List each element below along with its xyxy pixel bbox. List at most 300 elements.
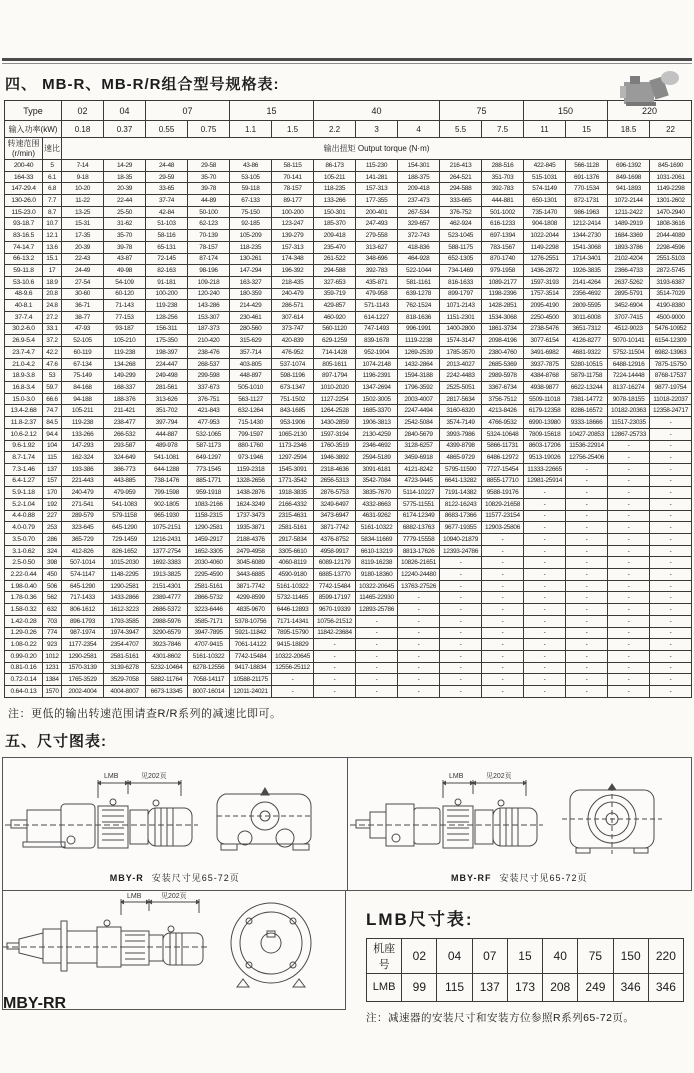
torque-cell: - <box>566 592 608 604</box>
speed-range-cell: 66-13.2 <box>5 253 43 265</box>
torque-cell: 4835-9670 <box>230 604 272 616</box>
torque-cell: 4060-8119 <box>272 557 314 569</box>
torque-cell: - <box>482 545 524 557</box>
speed-range-cell: 8.7-1.74 <box>5 452 43 464</box>
torque-cell: 870-1740 <box>482 253 524 265</box>
torque-cell: 849-1698 <box>608 171 650 183</box>
torque-cell: 6488-12916 <box>608 358 650 370</box>
table-row <box>5 615 692 627</box>
torque-cell: 11577-23154 <box>482 510 524 522</box>
torque-cell: 783-1567 <box>482 241 524 253</box>
torque-cell: 532-1065 <box>188 428 230 440</box>
torque-cell: 4004-8007 <box>104 685 146 697</box>
torque-cell: 9677-19355 <box>440 522 482 534</box>
torque-cell: 799-1598 <box>146 487 188 499</box>
torque-cell: 697-1394 <box>482 230 524 242</box>
torque-cell: 9417-18834 <box>230 662 272 674</box>
lmb-table-body <box>367 938 684 1001</box>
torque-cell: - <box>566 569 608 581</box>
torque-cell: 286-571 <box>272 300 314 312</box>
torque-cell: 180-359 <box>230 288 272 300</box>
torque-cell: 412-826 <box>62 545 104 557</box>
torque-cell: - <box>524 487 566 499</box>
torque-cell: 1624-3249 <box>230 498 272 510</box>
table-row <box>5 685 692 697</box>
torque-cell: 2354-4707 <box>104 639 146 651</box>
torque-cell: - <box>356 615 398 627</box>
page-ref-dim-label: 见202页 <box>161 892 187 900</box>
torque-cell: 1119-2238 <box>398 335 440 347</box>
torque-cell: 1597-3194 <box>314 428 356 440</box>
lmb-value-row <box>367 973 684 1001</box>
torque-cell: 973-1946 <box>230 452 272 464</box>
torque-cell: 7779-15558 <box>398 534 440 546</box>
torque-cell: 392-783 <box>356 265 398 277</box>
torque-cell: 143-286 <box>188 300 230 312</box>
power-value-cell: 5.5 <box>440 121 482 138</box>
torque-cell: 100-200 <box>272 206 314 218</box>
torque-cell: 31-62 <box>104 218 146 230</box>
ratio-cell: 104 <box>43 440 62 452</box>
page-ref-dim-label: 见202页 <box>485 772 512 780</box>
page-ref-dim-label: 见202页 <box>141 772 167 780</box>
speed-range-cell: 0.99-0.20 <box>5 650 43 662</box>
torque-cell: 1459-2917 <box>188 534 230 546</box>
torque-cell: 1737-3473 <box>230 510 272 522</box>
torque-cell: 105-210 <box>104 335 146 347</box>
torque-cell: 714-1428 <box>314 347 356 359</box>
torque-cell: 418-836 <box>398 241 440 253</box>
ratio-cell: 703 <box>43 615 62 627</box>
speed-range-cell: 0.64-0.13 <box>5 685 43 697</box>
torque-cell: 3305-6610 <box>272 545 314 557</box>
torque-cell: - <box>356 662 398 674</box>
lmb-table-title: LMB尺寸表: <box>366 909 474 929</box>
torque-cell: 154-301 <box>398 160 440 172</box>
torque-cell: 5752-11504 <box>608 347 650 359</box>
torque-cell: 118-235 <box>230 241 272 253</box>
torque-cell: 3529-7058 <box>104 674 146 686</box>
torque-cell: 324-649 <box>104 452 146 464</box>
torque-cell: - <box>650 592 692 604</box>
torque-cell: 1436-2872 <box>524 265 566 277</box>
torque-cell: 54-109 <box>104 276 146 288</box>
torque-cell: 574-1147 <box>62 569 104 581</box>
torque-cell: 118-235 <box>314 183 356 195</box>
torque-cell: 4958-9917 <box>314 545 356 557</box>
torque-cell: - <box>608 662 650 674</box>
frame-size-cell: 75 <box>578 938 613 973</box>
torque-cell: - <box>356 650 398 662</box>
torque-cell: 87-174 <box>188 253 230 265</box>
torque-cell: - <box>566 463 608 475</box>
torque-cell: 299-598 <box>188 370 230 382</box>
torque-cell: 2166-4332 <box>272 498 314 510</box>
torque-cell: 3707-7415 <box>608 311 650 323</box>
torque-cell: - <box>482 674 524 686</box>
spec-table-note: 注：更低的输出转速范围请查R/R系列的减速比即可。 <box>8 707 282 720</box>
speed-range-cell: 5.2-1.04 <box>5 498 43 510</box>
torque-cell: 115-230 <box>356 160 398 172</box>
torque-cell: 1031-2061 <box>650 171 692 183</box>
torque-cell: 240-479 <box>62 487 104 499</box>
torque-cell: - <box>566 534 608 546</box>
frame-size-cell: 220 <box>648 938 683 973</box>
panel-mby-rf <box>347 758 692 890</box>
torque-cell: 210-420 <box>188 335 230 347</box>
torque-cell: 1075-2151 <box>146 522 188 534</box>
torque-cell: 313-627 <box>356 241 398 253</box>
torque-cell: 177-355 <box>356 195 398 207</box>
ratio-cell: 253 <box>43 522 62 534</box>
torque-cell: 8855-17710 <box>482 475 524 487</box>
torque-cell: 329-657 <box>398 218 440 230</box>
torque-cell: 1211-2422 <box>608 206 650 218</box>
torque-cell: 1926-3835 <box>566 265 608 277</box>
torque-cell: 174-348 <box>272 253 314 265</box>
torque-cell: 8286-16572 <box>566 405 608 417</box>
torque-cell: 403-805 <box>230 358 272 370</box>
torque-cell: 67-133 <box>230 195 272 207</box>
lmb-dim-label: LMB <box>127 892 142 900</box>
torque-cell: 22-44 <box>104 195 146 207</box>
torque-cell: 30-60 <box>62 288 104 300</box>
torque-cell: - <box>524 627 566 639</box>
lmb-value-cell: 115 <box>437 973 472 1001</box>
torque-cell: 4707-9415 <box>188 639 230 651</box>
torque-cell: 6990-13980 <box>524 417 566 429</box>
torque-cell: 12981-25914 <box>524 475 566 487</box>
torque-cell: 505-1010 <box>230 382 272 394</box>
torque-cell: 560-1120 <box>314 323 356 335</box>
torque-cell: - <box>566 650 608 662</box>
lmb-value-cell: 173 <box>507 973 542 1001</box>
torque-cell: 581-1161 <box>398 276 440 288</box>
torque-cell: 5232-10464 <box>146 662 188 674</box>
torque-cell: 5921-11842 <box>230 627 272 639</box>
lmb-value-cell: 208 <box>543 973 578 1001</box>
torque-cell: 294-588 <box>314 265 356 277</box>
ratio-cell: 324 <box>43 545 62 557</box>
ratio-cell: 137 <box>43 463 62 475</box>
torque-cell: 614-1227 <box>356 311 398 323</box>
torque-cell: 133-266 <box>314 195 356 207</box>
torque-cell: 5161-10322 <box>356 522 398 534</box>
torque-cell: 566-1128 <box>566 160 608 172</box>
torque-cell: 12393-24786 <box>440 545 482 557</box>
table-row <box>5 463 692 475</box>
torque-cell: 2581-5161 <box>188 580 230 592</box>
torque-cell: 1010-2020 <box>314 382 356 394</box>
torque-cell: 12240-24480 <box>398 569 440 581</box>
torque-cell: 235-470 <box>314 241 356 253</box>
torque-cell: 62-123 <box>188 218 230 230</box>
torque-cell: 392-783 <box>482 183 524 195</box>
torque-cell: 2685-5369 <box>482 358 524 370</box>
torque-cell: 49-98 <box>104 265 146 277</box>
torque-cell: 5775-11551 <box>398 498 440 510</box>
ratio-cell: 450 <box>43 569 62 581</box>
speed-range-cell: 3.5-0.70 <box>5 534 43 546</box>
torque-cell: 1212-2414 <box>566 218 608 230</box>
torque-cell: 51-103 <box>146 218 188 230</box>
table-row <box>5 171 692 183</box>
torque-cell: 307-614 <box>272 311 314 323</box>
torque-cell: 10826-21651 <box>398 557 440 569</box>
torque-cell: 953-1906 <box>272 417 314 429</box>
torque-cell: 281-561 <box>146 382 188 394</box>
torque-cell: 1269-2539 <box>398 347 440 359</box>
speed-range-cell: 1.58-0.32 <box>5 604 43 616</box>
torque-cell: 35-70 <box>188 171 230 183</box>
torque-cell: 616-1233 <box>482 218 524 230</box>
torque-cell: 2030-4060 <box>188 557 230 569</box>
power-value-cell: 0.75 <box>188 121 230 138</box>
torque-cell: 6154-12309 <box>650 335 692 347</box>
torque-cell: - <box>608 580 650 592</box>
torque-cell: 5509-11018 <box>524 393 566 405</box>
torque-cell: 1264-2528 <box>314 405 356 417</box>
torque-cell: 44-89 <box>188 195 230 207</box>
torque-cell: - <box>398 592 440 604</box>
torque-cell: 9-18 <box>62 171 104 183</box>
torque-cell: 119-238 <box>62 417 104 429</box>
ratio-cell: 286 <box>43 534 62 546</box>
torque-cell: 5476-10952 <box>650 323 692 335</box>
torque-cell: 652-1305 <box>440 253 482 265</box>
torque-cell: 10-20 <box>62 183 104 195</box>
torque-cell: 8119-16238 <box>356 557 398 569</box>
torque-cell: - <box>650 604 692 616</box>
torque-cell: 1808-3616 <box>650 218 692 230</box>
torque-cell: 7742-15484 <box>314 580 356 592</box>
frame-size-cell: 150 <box>613 938 648 973</box>
torque-cell: - <box>482 580 524 592</box>
torque-cell: 5280-10515 <box>566 358 608 370</box>
type-group-cell: 15 <box>230 101 314 121</box>
torque-cell: 9513-19026 <box>524 452 566 464</box>
table-row <box>5 393 692 405</box>
torque-cell: 4938-9877 <box>524 382 566 394</box>
torque-cell: 818-1636 <box>398 311 440 323</box>
speed-range-cell: 7.3-1.46 <box>5 463 43 475</box>
torque-cell: 188-376 <box>104 393 146 405</box>
table-row <box>5 276 692 288</box>
torque-cell: 3160-6320 <box>440 405 482 417</box>
torque-cell: 444-887 <box>146 428 188 440</box>
torque-cell: 563-1127 <box>230 393 272 405</box>
torque-cell: 462-924 <box>440 218 482 230</box>
ratio-cell: 10.7 <box>43 218 62 230</box>
torque-cell: 10940-21879 <box>440 534 482 546</box>
torque-cell: 489-978 <box>146 440 188 452</box>
power-value-cell: 7.5 <box>482 121 524 138</box>
torque-cell: 221-443 <box>62 475 104 487</box>
torque-cell: 897-1794 <box>314 370 356 382</box>
speed-range-cell: 10.6-2.12 <box>5 428 43 440</box>
torque-cell: 266-532 <box>104 428 146 440</box>
speed-range-cell: 15.0-3.0 <box>5 393 43 405</box>
section5-title: 五、尺寸图表: <box>5 732 107 750</box>
torque-header-cell: 输出扭矩 Output torque (N·m) <box>62 138 692 160</box>
torque-cell: - <box>482 685 524 697</box>
ratio-cell: 398 <box>43 557 62 569</box>
torque-cell: 6673-13345 <box>146 685 188 697</box>
ratio-cell: 1384 <box>43 674 62 686</box>
torque-cell: 209-418 <box>398 183 440 195</box>
speed-range-cell: 164-33 <box>5 171 43 183</box>
section4-title: 四、 MB-R、MB-R/R组合型号规格表: <box>5 76 280 93</box>
torque-cell: 8603-17206 <box>524 440 566 452</box>
torque-cell: 571-1143 <box>356 300 398 312</box>
torque-cell: 60-120 <box>104 288 146 300</box>
lmb-value-cell: 346 <box>648 973 683 1001</box>
table-row <box>5 452 692 464</box>
torque-cell: 477-953 <box>188 417 230 429</box>
speed-range-cell: 1.98-0.40 <box>5 580 43 592</box>
table-row <box>5 580 692 592</box>
torque-cell: 139-279 <box>272 230 314 242</box>
torque-cell: 13763-27526 <box>398 580 440 592</box>
torque-cell: 2298-4596 <box>650 241 692 253</box>
torque-cell: 216-413 <box>440 160 482 172</box>
torque-cell: 1433-2866 <box>104 592 146 604</box>
torque-cell: 537-1074 <box>272 358 314 370</box>
torque-cell: - <box>398 639 440 651</box>
torque-cell: 10829-21658 <box>482 498 524 510</box>
torque-cell: 799-1597 <box>230 428 272 440</box>
power-value-cell: 4 <box>398 121 440 138</box>
torque-cell: - <box>440 674 482 686</box>
ratio-cell: 84.5 <box>43 417 62 429</box>
torque-cell: 4301-8602 <box>146 650 188 662</box>
torque-cell: 1149-2298 <box>650 183 692 195</box>
torque-cell: - <box>524 662 566 674</box>
torque-cell: 2809-5595 <box>566 300 608 312</box>
torque-cell: 133-266 <box>62 428 104 440</box>
torque-cell: 762-1524 <box>398 300 440 312</box>
torque-cell: 1173-2346 <box>272 440 314 452</box>
torque-cell: 123-247 <box>272 218 314 230</box>
torque-cell: 806-1612 <box>62 604 104 616</box>
torque-cell: 3249-6497 <box>314 498 356 510</box>
torque-cell: 541-1081 <box>146 452 188 464</box>
torque-cell: 1612-3223 <box>104 604 146 616</box>
torque-cell: 6882-13763 <box>398 522 440 534</box>
ratio-cell: 8.7 <box>43 206 62 218</box>
torque-cell: 4376-8752 <box>314 534 356 546</box>
torque-cell: - <box>440 627 482 639</box>
model-label: MBY-R <box>109 872 144 883</box>
torque-cell: 359-719 <box>314 288 356 300</box>
torque-cell: 27-54 <box>62 276 104 288</box>
torque-cell: 5882-11764 <box>146 674 188 686</box>
table-row <box>5 160 692 172</box>
ratio-cell: 1231 <box>43 662 62 674</box>
torque-cell: 5114-10227 <box>398 487 440 499</box>
torque-cell: 735-1470 <box>524 206 566 218</box>
torque-cell: - <box>608 452 650 464</box>
torque-cell: 20-39 <box>104 183 146 195</box>
torque-cell: - <box>440 650 482 662</box>
torque-cell: 826-1652 <box>104 545 146 557</box>
torque-cell: - <box>398 604 440 616</box>
torque-cell: 70-141 <box>272 171 314 183</box>
speed-range-cell: 147-29.4 <box>5 183 43 195</box>
torque-cell: - <box>482 604 524 616</box>
torque-cell: 3923-7846 <box>146 639 188 651</box>
torque-cell: 11-22 <box>62 195 104 207</box>
table-row <box>5 405 692 417</box>
torque-cell: 271-541 <box>62 498 104 510</box>
torque-cell: - <box>566 487 608 499</box>
torque-cell: 587-1173 <box>188 440 230 452</box>
table-row <box>5 534 692 546</box>
torque-cell: 93-187 <box>104 323 146 335</box>
torque-cell: - <box>608 569 650 581</box>
torque-cell: 515-1031 <box>524 171 566 183</box>
ratio-cell: 506 <box>43 580 62 592</box>
torque-cell: 1692-3383 <box>146 557 188 569</box>
torque-cell: 9180-18360 <box>356 569 398 581</box>
torque-cell: 3585-7171 <box>188 615 230 627</box>
torque-cell: 1974-3947 <box>104 627 146 639</box>
torque-cell: 7875-15750 <box>650 358 692 370</box>
torque-cell: 372-743 <box>398 230 440 242</box>
table-row <box>5 428 692 440</box>
torque-cell: 645-1290 <box>62 580 104 592</box>
torque-cell: 1913-3825 <box>146 569 188 581</box>
torque-cell: - <box>566 674 608 686</box>
torque-cell: 168-337 <box>104 382 146 394</box>
torque-cell: - <box>524 674 566 686</box>
torque-cell: - <box>398 615 440 627</box>
speed-range-cell: 48-9.6 <box>5 288 43 300</box>
lmb-value-cell: 137 <box>472 973 507 1001</box>
torque-cell: 91-181 <box>146 276 188 288</box>
torque-cell: 264-521 <box>440 171 482 183</box>
torque-cell: 6641-13282 <box>440 475 482 487</box>
catalog-page <box>0 58 694 1073</box>
torque-cell: 2366-4733 <box>608 265 650 277</box>
torque-cell: - <box>650 545 692 557</box>
torque-cell: - <box>566 545 608 557</box>
torque-cell: 98-196 <box>188 265 230 277</box>
header-divider <box>2 58 692 64</box>
table-row <box>5 253 692 265</box>
speed-range-cell: 2.5-0.50 <box>5 557 43 569</box>
torque-cell: 1574-3147 <box>440 335 482 347</box>
table-row <box>5 522 692 534</box>
torque-cell: 6885-13770 <box>314 569 356 581</box>
torque-cell: 1760-3519 <box>314 440 356 452</box>
torque-cell: 86-173 <box>314 160 356 172</box>
torque-cell: 60-119 <box>62 347 104 359</box>
torque-cell: 163-327 <box>230 276 272 288</box>
torque-cell: 12756-25406 <box>566 452 608 464</box>
ratio-cell: 15.1 <box>43 253 62 265</box>
torque-cell: 5795-11590 <box>440 463 482 475</box>
torque-cell: 650-1301 <box>524 195 566 207</box>
speed-range-cell: 83-16.5 <box>5 230 43 242</box>
ratio-cell: 115 <box>43 452 62 464</box>
torque-cell: - <box>566 685 608 697</box>
torque-cell: 153-307 <box>188 311 230 323</box>
frame-size-cell: 02 <box>402 938 437 973</box>
torque-cell: 82-163 <box>146 265 188 277</box>
torque-cell: - <box>482 650 524 662</box>
torque-cell: - <box>608 615 650 627</box>
